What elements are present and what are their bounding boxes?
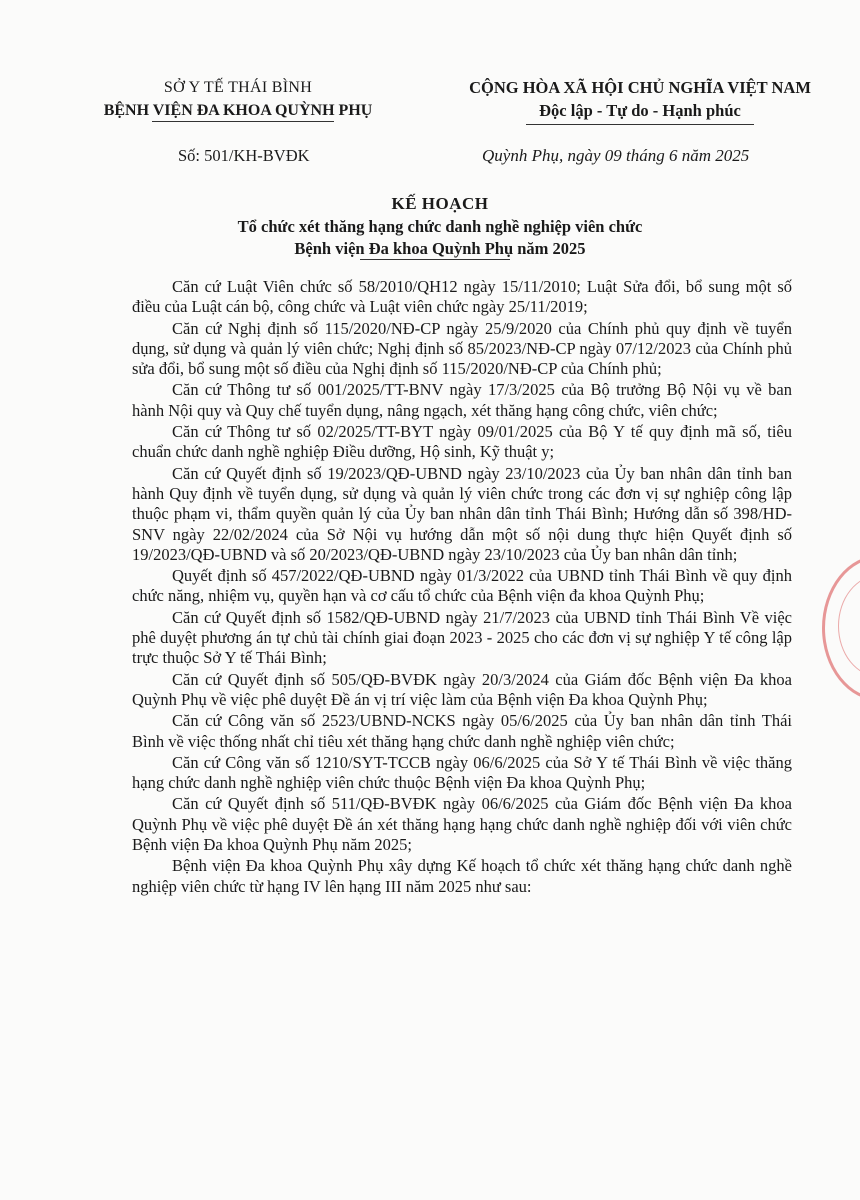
issuer-header bbox=[88, 76, 388, 122]
body-paragraph: Căn cứ Quyết định số 19/2023/QĐ-UBND ngày 23/10/2023 của Ủy ban nhân dân tỉnh ban hành Quy định về tuyển dụng, sử dụng và quản lý viên chức trong các đơn vị sự nghiệp công lập thuộc phạm vi, thẩm quyền quản lý của Ủy ban nhân dân tỉnh Thái Bình; Hướng dẫn số 398/HD-SNV ngày 22/02/2024 của Sở Nội vụ hướng dẫn một số nội dung thực hiện Quyết định số 19/2023/QĐ-UBND và số 20/2023/QĐ-UBND ngày 23/10/2023 của Ủy ban nhân dân tỉnh; bbox=[132, 463, 792, 564]
document-body bbox=[132, 277, 792, 898]
title-line-2: Bệnh viện Đa khoa Quỳnh Phụ năm 2025 bbox=[294, 239, 586, 258]
body-paragraph: Căn cứ Quyết định số 511/QĐ-BVĐK ngày 06/6/2025 của Giám đốc Bệnh viện Đa khoa Quỳnh Phụ về việc phê duyệt Đề án xét thăng hạng hạng chức danh nghề nghiệp đối với viên chức Bệnh viện Đa khoa Quỳnh Phụ năm 2025; bbox=[132, 794, 792, 855]
title-line-1: Tổ chức xét thăng hạng chức danh nghề nghiệp viên chức bbox=[237, 217, 643, 236]
body-paragraph: Bệnh viện Đa khoa Quỳnh Phụ xây dựng Kế hoạch tổ chức xét thăng hạng chức danh nghề nghiệp viên chức từ hạng IV lên hạng III năm 2025 như sau: bbox=[132, 856, 792, 896]
body-paragraph: Căn cứ Quyết định số 1582/QĐ-UBND ngày 21/7/2023 của UBND tỉnh Thái Bình Về việc phê duyệt phương án tự chủ tài chính giai đoạn 2023 - 2025 cho các đơn vị sự nghiệp Y tế công lập trực thuộc Sở Y tế Thái Bình; bbox=[132, 607, 792, 668]
issuer-hospital: BỆNH VIỆN ĐA KHOA QUỲNH PHỤ bbox=[103, 102, 373, 119]
body-paragraph: Căn cứ Nghị định số 115/2020/NĐ-CP ngày 25/9/2020 của Chính phủ quy định về tuyển dụng, sử dụng và quản lý viên chức; Nghị định số 85/2023/NĐ-CP ngày 07/12/2023 của Chính phủ sửa đổi, bổ sung một số điều của Nghị định số 115/2020/NĐ-CP của Chính phủ; bbox=[132, 318, 792, 379]
body-paragraph: Căn cứ Luật Viên chức số 58/2010/QH12 ngày 15/11/2010; Luật Sửa đổi, bổ sung một số điều của Luật cán bộ, công chức và Luật viên chức ngày 25/11/2019; bbox=[132, 277, 792, 317]
document-number: Số: 501/KH-BVĐK bbox=[178, 146, 310, 165]
title-underline bbox=[360, 259, 510, 260]
national-motto: Độc lập - Tự do - Hạnh phúc bbox=[539, 101, 741, 120]
issuer-org: SỞ Y TẾ THÁI BÌNH bbox=[163, 79, 313, 96]
motto-underline bbox=[526, 124, 754, 125]
title-type: KẾ HOẠCH bbox=[391, 194, 489, 213]
issuer-underline bbox=[152, 121, 334, 122]
body-paragraph: Căn cứ Công văn số 2523/UBND-NCKS ngày 05/6/2025 của Ủy ban nhân dân tỉnh Thái Bình về việc thống nhất chỉ tiêu xét thăng hạng chức danh nghề nghiệp viên chức; bbox=[132, 711, 792, 751]
document-title bbox=[160, 192, 720, 260]
nation-name: CỘNG HÒA XÃ HỘI CHỦ NGHĨA VIỆT NAM bbox=[469, 78, 811, 97]
body-paragraph: Căn cứ Công văn số 1210/SYT-TCCB ngày 06/6/2025 của Sở Y tế Thái Bình về việc thăng hạng chức danh nghề nghiệp viên chức thuộc Bệnh viện Đa khoa Quỳnh Phụ; bbox=[132, 752, 792, 793]
body-paragraph: Căn cứ Thông tư số 02/2025/TT-BYT ngày 09/01/2025 của Bộ Y tế quy định mã số, tiêu chuẩn chức danh nghề nghiệp Điều dưỡng, Hộ sinh, Kỹ thuật y; bbox=[132, 422, 792, 462]
body-paragraph: Quyết định số 457/2022/QĐ-UBND ngày 01/3/2022 của UBND tỉnh Thái Bình về quy định chức năng, nhiệm vụ, quyền hạn và cơ cấu tổ chức của Bệnh viện đa khoa Quỳnh Phụ; bbox=[132, 566, 792, 606]
place-date: Quỳnh Phụ, ngày 09 tháng 6 năm 2025 bbox=[482, 146, 750, 165]
body-paragraph: Căn cứ Thông tư số 001/2025/TT-BNV ngày 17/3/2025 của Bộ trưởng Bộ Nội vụ về ban hành Nội quy và Quy chế tuyển dụng, nâng ngạch, xét thăng hạng công chức, viên chức; bbox=[132, 380, 792, 420]
body-paragraph: Căn cứ Quyết định số 505/QĐ-BVĐK ngày 20/3/2024 của Giám đốc Bệnh viện Đa khoa Quỳnh Phụ về việc phê duyệt Đề án vị trí việc làm của Bệnh viện Đa khoa Quỳnh Phụ; bbox=[132, 669, 792, 709]
national-header bbox=[440, 76, 840, 122]
